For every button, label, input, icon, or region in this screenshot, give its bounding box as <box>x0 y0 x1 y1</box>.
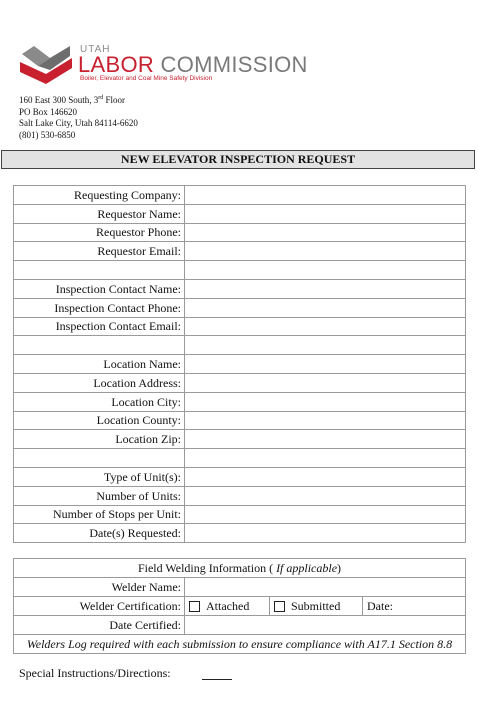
table-row <box>14 298 466 317</box>
submitted-checkbox[interactable] <box>274 601 285 612</box>
location-county-label: Location County: <box>14 411 185 430</box>
attached-checkbox[interactable] <box>189 601 200 612</box>
org-name-labor: LABOR <box>78 52 155 77</box>
table-row <box>14 204 466 223</box>
address-line-4: (801) 530-6850 <box>19 129 76 140</box>
request-form-table <box>13 185 466 543</box>
table-row <box>14 635 466 654</box>
table-row <box>14 578 466 597</box>
location-name-field[interactable] <box>185 355 466 374</box>
table-row <box>14 467 466 486</box>
inspection-contact-email-field[interactable] <box>185 317 466 336</box>
table-row <box>14 486 466 505</box>
location-zip-field[interactable] <box>185 430 466 449</box>
date-certified-field[interactable] <box>185 616 466 635</box>
location-county-field[interactable] <box>185 411 466 430</box>
table-row <box>14 411 466 430</box>
address-block <box>19 93 138 141</box>
table-row <box>14 279 466 298</box>
spacer-row <box>14 449 466 468</box>
table-row <box>14 524 466 543</box>
table-row <box>14 597 466 616</box>
address-line-3: Salt Lake City, Utah 84114-6620 <box>19 118 138 128</box>
welders-log-note: Welders Log required with each submission to ensure compliance with A17.1 Section 8.8 <box>14 635 466 654</box>
welder-certification-label: Welder Certification: <box>14 597 185 616</box>
address-line-2: PO Box 146620 <box>19 106 78 117</box>
number-of-units-label: Number of Units: <box>14 486 185 505</box>
requestor-email-label: Requestor Email: <box>14 242 185 261</box>
special-instructions-field[interactable] <box>202 679 232 680</box>
welder-name-field[interactable] <box>185 578 466 597</box>
submitted-option[interactable]: Submitted <box>269 597 362 615</box>
requestor-phone-label: Requestor Phone: <box>14 223 185 242</box>
inspection-contact-phone-field[interactable] <box>185 298 466 317</box>
address-line-1: 160 East 300 South, 3rd Floor <box>19 95 126 105</box>
number-of-stops-label: Number of Stops per Unit: <box>14 505 185 524</box>
form-title: NEW ELEVATOR INSPECTION REQUEST <box>1 150 475 169</box>
org-division: Boiler, Elevator and Coal Mine Safety Division <box>80 75 213 82</box>
requestor-email-field[interactable] <box>185 242 466 261</box>
table-row <box>14 373 466 392</box>
type-of-units-field[interactable] <box>185 467 466 486</box>
org-name-commission: COMMISSION <box>160 52 308 77</box>
special-instructions-label: Special Instructions/Directions: <box>19 666 171 680</box>
inspection-contact-email-label: Inspection Contact Email: <box>14 317 185 336</box>
requestor-name-field[interactable] <box>185 204 466 223</box>
table-row <box>14 430 466 449</box>
table-row <box>14 186 466 205</box>
location-city-field[interactable] <box>185 392 466 411</box>
table-row <box>14 317 466 336</box>
org-state-label: UTAH <box>80 44 111 55</box>
inspection-contact-phone-label: Inspection Contact Phone: <box>14 298 185 317</box>
dates-requested-field[interactable] <box>185 524 466 543</box>
requesting-company-label: Requesting Company: <box>14 186 185 205</box>
inspection-contact-name-field[interactable] <box>185 279 466 298</box>
certification-date-field[interactable]: Date: <box>362 597 465 615</box>
welding-info-table <box>13 558 466 654</box>
location-address-field[interactable] <box>185 373 466 392</box>
table-row <box>14 355 466 374</box>
number-of-stops-field[interactable] <box>185 505 466 524</box>
type-of-units-label: Type of Unit(s): <box>14 467 185 486</box>
welder-certification-options <box>185 597 466 616</box>
spacer-row <box>14 336 466 355</box>
welding-header: Field Welding Information ( If applicable) <box>14 559 466 578</box>
location-address-label: Location Address: <box>14 373 185 392</box>
spacer-row <box>14 261 466 280</box>
date-certified-label: Date Certified: <box>14 616 185 635</box>
welder-name-label: Welder Name: <box>14 578 185 597</box>
table-row <box>14 559 466 578</box>
dates-requested-label: Date(s) Requested: <box>14 524 185 543</box>
labor-commission-logo <box>20 42 74 86</box>
location-city-label: Location City: <box>14 392 185 411</box>
table-row <box>14 505 466 524</box>
table-row <box>14 392 466 411</box>
table-row <box>14 616 466 635</box>
location-name-label: Location Name: <box>14 355 185 374</box>
requesting-company-field[interactable] <box>185 186 466 205</box>
inspection-contact-name-label: Inspection Contact Name: <box>14 279 185 298</box>
table-row <box>14 223 466 242</box>
number-of-units-field[interactable] <box>185 486 466 505</box>
requestor-name-label: Requestor Name: <box>14 204 185 223</box>
attached-option[interactable]: Attached <box>185 597 269 615</box>
requestor-phone-field[interactable] <box>185 223 466 242</box>
table-row <box>14 242 466 261</box>
location-zip-label: Location Zip: <box>14 430 185 449</box>
